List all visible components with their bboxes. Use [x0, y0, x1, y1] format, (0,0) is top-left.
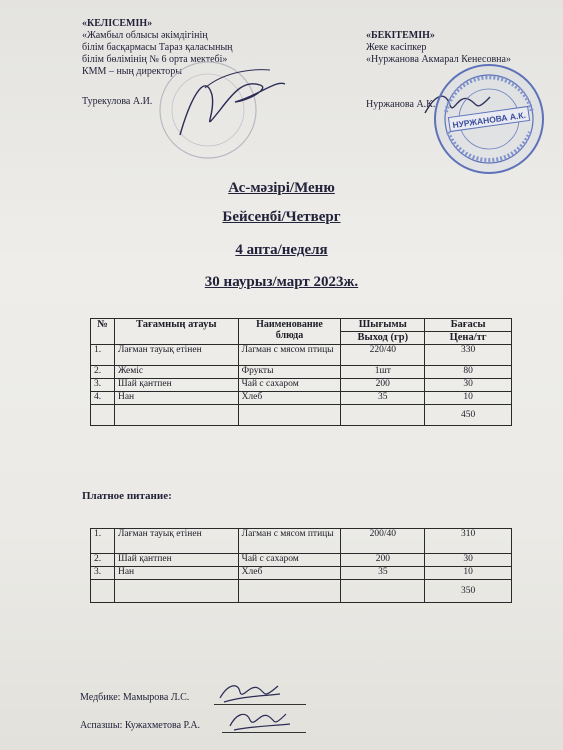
- cell-num: 1.: [91, 345, 115, 366]
- cell-name-ru: Лагман с мясом птицы: [238, 345, 341, 366]
- cell-price: 10: [425, 567, 512, 580]
- header-price-ru: Цена/тг: [425, 332, 512, 345]
- cell-output: 1шт: [341, 366, 425, 379]
- table-row: [91, 345, 512, 366]
- cell-num: 4.: [91, 392, 115, 405]
- header-price-kz: Бағасы: [425, 319, 512, 332]
- header-output-kz: Шығымы: [341, 319, 425, 332]
- left-signer: Турекулова А.И.: [82, 96, 153, 107]
- cell-output: 200: [341, 554, 425, 567]
- right-header-line: Жеке кәсіпкер: [366, 42, 427, 53]
- header-output-ru: Выход (гр): [341, 332, 425, 345]
- cell-total: 450: [425, 405, 512, 426]
- cell-output: 35: [341, 567, 425, 580]
- cell-num: 2.: [91, 366, 115, 379]
- cell-name-ru: Чай с сахаром: [238, 554, 341, 567]
- table-row: [91, 366, 512, 379]
- left-signature-seal-icon: [150, 40, 290, 170]
- header-num: №: [91, 319, 115, 345]
- cell-output: 200/40: [341, 529, 425, 554]
- table-row: [91, 379, 512, 392]
- cell-price: 330: [425, 345, 512, 366]
- cell-price: 10: [425, 392, 512, 405]
- week-title: 4 апта/неделя: [235, 242, 328, 258]
- header-name-ru: Наименование блюда: [238, 319, 341, 345]
- cook-signature-icon: [226, 704, 296, 734]
- paid-meals-label: Платное питание:: [82, 490, 172, 502]
- cell-num: 1.: [91, 529, 115, 554]
- cell-output: 200: [341, 379, 425, 392]
- cell-num: 3.: [91, 379, 115, 392]
- right-approval-block: [366, 30, 511, 66]
- table-total-row: [91, 580, 512, 603]
- paid-menu-table: [90, 528, 512, 603]
- cell-name-ru: Лагман с мясом птицы: [238, 529, 341, 554]
- stamp-center-text: НУРЖАНОВА А.К.: [451, 109, 527, 131]
- day-title: Бейсенбі/Четверг: [222, 209, 341, 225]
- left-header-line: білім бөлімінің № 6 орта мектебі»: [82, 54, 228, 65]
- cell-name-kz: Нан: [114, 567, 238, 580]
- cook-signature-label: Аспазшы: Кужахметова Р.А.: [80, 720, 201, 731]
- left-header-line: білім басқармасы Тараз қаласының: [82, 42, 233, 53]
- menu-title: Ас-мәзірі/Меню: [228, 180, 335, 196]
- company-stamp-icon: [432, 62, 546, 176]
- cell-num: 2.: [91, 554, 115, 567]
- cell-name-kz: Нан: [114, 392, 238, 405]
- cell-price: 30: [425, 554, 512, 567]
- right-header-line: «Нуржанова Акмарал Кенесовна»: [366, 54, 511, 65]
- table-row: [91, 554, 512, 567]
- table-total-row: [91, 405, 512, 426]
- cell-price: 80: [425, 366, 512, 379]
- cell-output: 220/40: [341, 345, 425, 366]
- cell-name-ru: Фрукты: [238, 366, 341, 379]
- cell-name-kz: Жеміс: [114, 366, 238, 379]
- cell-total: 350: [425, 580, 512, 603]
- cell-name-ru: Хлеб: [238, 392, 341, 405]
- cell-name-kz: Лағман тауық етінен: [114, 529, 238, 554]
- header-name-kz: Тағамның атауы: [114, 319, 238, 345]
- table-row: [91, 529, 512, 554]
- right-signer: Нуржанова А.К.: [366, 99, 436, 110]
- date-title: 30 наурыз/март 2023ж.: [204, 274, 359, 290]
- right-header-line: «БЕКІТЕМІН»: [366, 30, 435, 41]
- cell-name-ru: Чай с сахаром: [238, 379, 341, 392]
- cell-num: 3.: [91, 567, 115, 580]
- table-row: [91, 392, 512, 405]
- nurse-signature-label: Медбике: Мамырова Л.С.: [80, 692, 190, 703]
- left-header-line: КММ – ның директоры: [82, 66, 182, 77]
- table-row: [91, 567, 512, 580]
- table-header-row: [91, 319, 512, 332]
- cell-name-kz: Лағман тауық етінен: [114, 345, 238, 366]
- left-header-line: «КЕЛІСЕМІН»: [82, 18, 153, 29]
- menu-table: [90, 318, 512, 426]
- cell-name-ru: Хлеб: [238, 567, 341, 580]
- cell-output: 35: [341, 392, 425, 405]
- cell-name-kz: Шай қантпен: [114, 554, 238, 567]
- cell-price: 310: [425, 529, 512, 554]
- cell-price: 30: [425, 379, 512, 392]
- cell-name-kz: Шай қантпен: [114, 379, 238, 392]
- left-header-line: «Жамбыл облысы әкімдігінің: [82, 30, 208, 41]
